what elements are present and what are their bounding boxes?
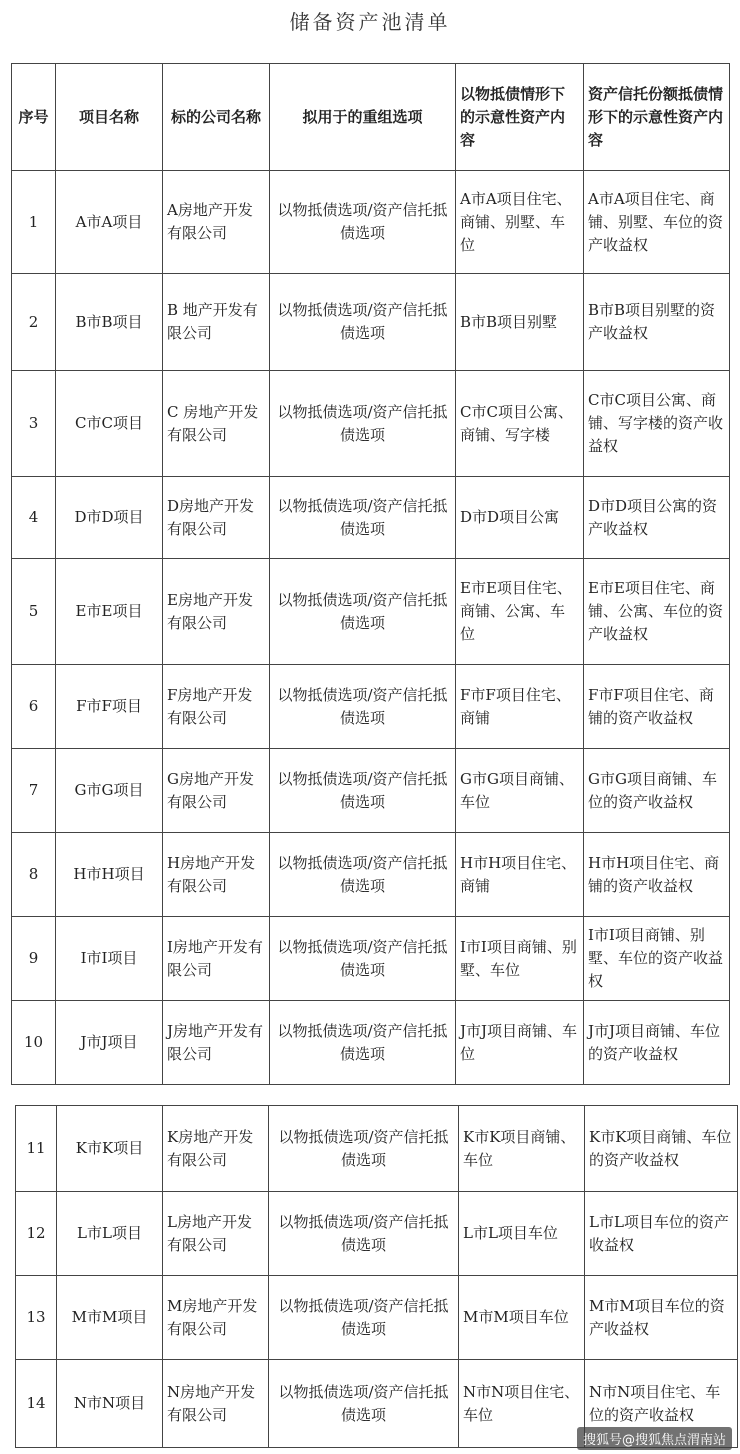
cell-project-name: J市J项目 — [56, 1001, 163, 1085]
table-row — [12, 1001, 730, 1085]
cell-asset-in-kind: D市D项目公寓 — [456, 477, 584, 559]
asset-pool-table-part1 — [11, 63, 730, 1085]
header-asset-trust: 资产信托份额抵债情形下的示意性资产内容 — [584, 64, 730, 171]
cell-seq: 6 — [12, 665, 56, 749]
cell-seq: 12 — [16, 1192, 57, 1276]
table-row — [12, 274, 730, 371]
header-asset-in-kind: 以物抵债情形下的示意性资产内容 — [456, 64, 584, 171]
cell-restructure-option: 以物抵债选项/资产信托抵债选项 — [269, 1360, 459, 1448]
cell-seq: 1 — [12, 171, 56, 274]
watermark-badge: 搜狐号@搜狐焦点渭南站 — [577, 1427, 732, 1450]
cell-asset-in-kind: H市H项目住宅、商铺 — [456, 833, 584, 917]
cell-project-name: D市D项目 — [56, 477, 163, 559]
table-row — [12, 833, 730, 917]
cell-project-name: B市B项目 — [56, 274, 163, 371]
cell-restructure-option: 以物抵债选项/资产信托抵债选项 — [270, 1001, 456, 1085]
cell-seq: 3 — [12, 371, 56, 477]
cell-restructure-option: 以物抵债选项/资产信托抵债选项 — [270, 559, 456, 665]
cell-asset-in-kind: J市J项目商铺、车位 — [456, 1001, 584, 1085]
table-row — [12, 477, 730, 559]
table-header-row — [12, 64, 730, 171]
cell-project-name: K市K项目 — [57, 1106, 163, 1192]
cell-project-name: E市E项目 — [56, 559, 163, 665]
cell-restructure-option: 以物抵债选项/资产信托抵债选项 — [270, 477, 456, 559]
cell-asset-in-kind: M市M项目车位 — [459, 1276, 585, 1360]
cell-company-name: E房地产开发有限公司 — [163, 559, 270, 665]
cell-company-name: K房地产开发有限公司 — [163, 1106, 269, 1192]
table-row — [12, 749, 730, 833]
cell-asset-trust: D市D项目公寓的资产收益权 — [584, 477, 730, 559]
cell-company-name: G房地产开发有限公司 — [163, 749, 270, 833]
cell-seq: 9 — [12, 917, 56, 1001]
cell-asset-trust: G市G项目商铺、车位的资产收益权 — [584, 749, 730, 833]
cell-asset-in-kind: K市K项目商铺、车位 — [459, 1106, 585, 1192]
cell-project-name: H市H项目 — [56, 833, 163, 917]
cell-asset-in-kind: B市B项目别墅 — [456, 274, 584, 371]
cell-restructure-option: 以物抵债选项/资产信托抵债选项 — [269, 1192, 459, 1276]
cell-company-name: A房地产开发有限公司 — [163, 171, 270, 274]
header-project: 项目名称 — [56, 64, 163, 171]
header-option: 拟用于的重组选项 — [270, 64, 456, 171]
cell-project-name: I市I项目 — [56, 917, 163, 1001]
cell-company-name: M房地产开发有限公司 — [163, 1276, 269, 1360]
cell-asset-in-kind: L市L项目车位 — [459, 1192, 585, 1276]
cell-seq: 10 — [12, 1001, 56, 1085]
cell-asset-in-kind: C市C项目公寓、商铺、写字楼 — [456, 371, 584, 477]
table-row — [12, 171, 730, 274]
cell-restructure-option: 以物抵债选项/资产信托抵债选项 — [270, 274, 456, 371]
cell-asset-trust: B市B项目别墅的资产收益权 — [584, 274, 730, 371]
table-row — [12, 371, 730, 477]
cell-seq: 4 — [12, 477, 56, 559]
cell-project-name: C市C项目 — [56, 371, 163, 477]
table-row — [16, 1276, 738, 1360]
cell-asset-trust: M市M项目车位的资产收益权 — [585, 1276, 738, 1360]
cell-asset-trust: E市E项目住宅、商铺、公寓、车位的资产收益权 — [584, 559, 730, 665]
cell-asset-trust: K市K项目商铺、车位的资产收益权 — [585, 1106, 738, 1192]
cell-asset-in-kind: G市G项目商铺、车位 — [456, 749, 584, 833]
cell-seq: 11 — [16, 1106, 57, 1192]
cell-company-name: H房地产开发有限公司 — [163, 833, 270, 917]
table-row — [12, 917, 730, 1001]
cell-asset-trust: L市L项目车位的资产收益权 — [585, 1192, 738, 1276]
cell-asset-trust: N市N项目住宅、车位的资产收益权 — [585, 1360, 738, 1448]
header-seq: 序号 — [12, 64, 56, 171]
cell-asset-in-kind: F市F项目住宅、商铺 — [456, 665, 584, 749]
asset-pool-table-part2 — [15, 1105, 738, 1448]
cell-restructure-option: 以物抵债选项/资产信托抵债选项 — [269, 1276, 459, 1360]
cell-seq: 8 — [12, 833, 56, 917]
cell-asset-trust: A市A项目住宅、商铺、别墅、车位的资产收益权 — [584, 171, 730, 274]
header-company: 标的公司名称 — [163, 64, 270, 171]
cell-asset-trust: C市C项目公寓、商铺、写字楼的资产收益权 — [584, 371, 730, 477]
cell-asset-in-kind: A市A项目住宅、商铺、别墅、车位 — [456, 171, 584, 274]
cell-seq: 14 — [16, 1360, 57, 1448]
cell-company-name: B 地产开发有限公司 — [163, 274, 270, 371]
cell-project-name: N市N项目 — [57, 1360, 163, 1448]
cell-restructure-option: 以物抵债选项/资产信托抵债选项 — [270, 171, 456, 274]
table-row — [12, 559, 730, 665]
cell-asset-trust: H市H项目住宅、商铺的资产收益权 — [584, 833, 730, 917]
cell-project-name: M市M项目 — [57, 1276, 163, 1360]
cell-restructure-option: 以物抵债选项/资产信托抵债选项 — [270, 749, 456, 833]
cell-company-name: I房地产开发有限公司 — [163, 917, 270, 1001]
table-row — [16, 1192, 738, 1276]
cell-company-name: D房地产开发有限公司 — [163, 477, 270, 559]
document-title: 储备资产池清单 — [289, 10, 451, 34]
cell-project-name: A市A项目 — [56, 171, 163, 274]
table-row — [12, 665, 730, 749]
cell-asset-in-kind: N市N项目住宅、车位 — [459, 1360, 585, 1448]
cell-company-name: C 房地产开发有限公司 — [163, 371, 270, 477]
cell-company-name: N房地产开发有限公司 — [163, 1360, 269, 1448]
cell-asset-trust: I市I项目商铺、别墅、车位的资产收益权 — [584, 917, 730, 1001]
cell-asset-in-kind: I市I项目商铺、别墅、车位 — [456, 917, 584, 1001]
cell-restructure-option: 以物抵债选项/资产信托抵债选项 — [270, 833, 456, 917]
cell-company-name: L房地产开发有限公司 — [163, 1192, 269, 1276]
cell-project-name: G市G项目 — [56, 749, 163, 833]
cell-seq: 5 — [12, 559, 56, 665]
cell-project-name: F市F项目 — [56, 665, 163, 749]
table-row — [16, 1106, 738, 1192]
cell-restructure-option: 以物抵债选项/资产信托抵债选项 — [270, 371, 456, 477]
cell-seq: 2 — [12, 274, 56, 371]
cell-restructure-option: 以物抵债选项/资产信托抵债选项 — [270, 665, 456, 749]
cell-seq: 7 — [12, 749, 56, 833]
cell-company-name: J房地产开发有限公司 — [163, 1001, 270, 1085]
cell-asset-trust: F市F项目住宅、商铺的资产收益权 — [584, 665, 730, 749]
cell-restructure-option: 以物抵债选项/资产信托抵债选项 — [269, 1106, 459, 1192]
cell-asset-trust: J市J项目商铺、车位的资产收益权 — [584, 1001, 730, 1085]
cell-restructure-option: 以物抵债选项/资产信托抵债选项 — [270, 917, 456, 1001]
cell-company-name: F房地产开发有限公司 — [163, 665, 270, 749]
cell-project-name: L市L项目 — [57, 1192, 163, 1276]
cell-seq: 13 — [16, 1276, 57, 1360]
cell-asset-in-kind: E市E项目住宅、商铺、公寓、车位 — [456, 559, 584, 665]
